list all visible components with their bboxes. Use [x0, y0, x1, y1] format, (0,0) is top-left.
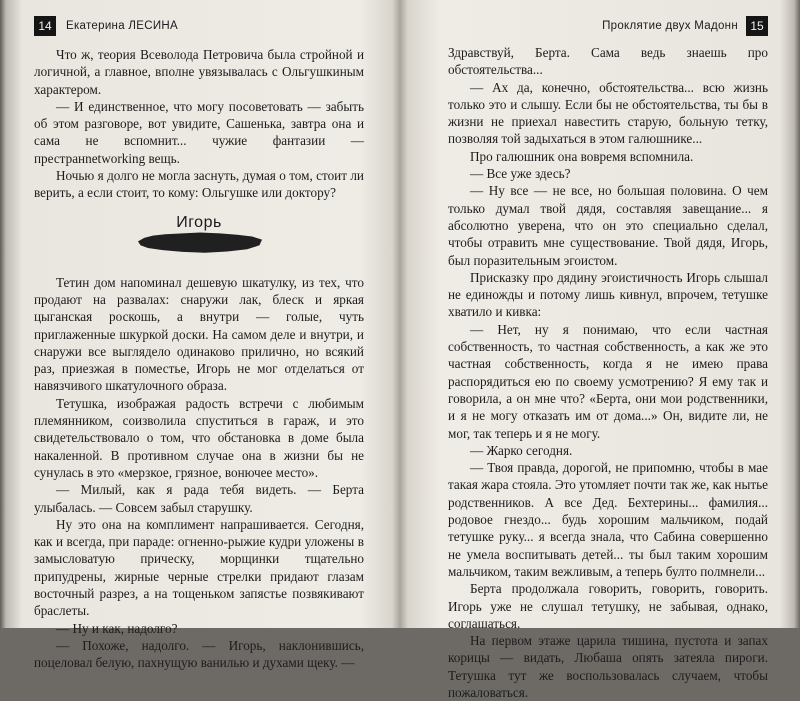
right-page-text — [448, 44, 768, 701]
left-page-text — [34, 46, 364, 672]
paragraph: Ночью я долго не могла заснуть, думая о том, стоит ли верить, а если стоит, то кому: Ольгушке или доктору? — [34, 168, 364, 201]
right-page-header — [430, 14, 768, 38]
running-head-title: Проклятие двух Мадонн — [602, 20, 738, 32]
paragraph-continuation: Здравствуй, Берта. Сама ведь знаешь про обстоятельства... — [448, 45, 768, 78]
paragraph: — Милый, как я рада тебя видеть. — Берта улыбалась. — Совсем забыл старушку. — [34, 482, 364, 515]
right-page — [400, 0, 800, 700]
paragraph: — Ах да, конечно, обстоятельства... всю жизнь только это и слышу. Если бы не обстоятельства, ты бы в жизни не приехал навестить старую, больную тетку, позволяя той задыхаться в этом галюшнике... — [448, 79, 768, 147]
paragraph: Ну это она на комплимент напрашивается. Сегодня, как и всегда, при параде: огненно-рыжие кудри уложены в замысловатую прическу, морщинки тщательно припудрены, жирные черные стрелки придают глазам восточный разрез, а на тощеньком запястье позвякивают браслеты. — [34, 516, 364, 619]
running-head-author: Екатерина ЛЕСИНА — [66, 20, 178, 32]
paragraph: — Твоя правда, дорогой, не припомню, чтобы в мае такая жара стояла. Это утомляет почти так же, как нытье родственников. А все Дед. Бехтерины... фамилия... родовое гнездо... будь хорошим мальчиком, подай тетушке руку... я всегда знала, что Сабина совершенно не умела воспитывать детей... ты был таким хорошим мальчиком, таким вежливым, а теперь бултo полмнели... — [448, 460, 768, 579]
page-number: 14 — [34, 16, 56, 36]
paragraph: — Похоже, надолго. — Игорь, наклонившись, поцеловал белую, пахнущую ванилью и духами щеку. — — [34, 637, 364, 671]
paragraph: Присказку про дядину эгоистичность Игорь слышал не единожды и потому лишь кивнул, впрочем, тетушке хватило и кивка: — [448, 269, 768, 320]
paragraph: — И единственное, что могу посоветовать — забыть об этом разговоре, вот увидите, Сашенька, завтра она и сама не вспомнит... чужие фантазии — престранnetworking вещь. — [34, 98, 364, 166]
paragraph: Тетин дом напоминал дешевую шкатулку, из тех, что продают на развалах: снаружи лак, блеск и яркая цыганская роскошь, а внутри — голые, чуть приглаженные шкуркой доски. На самом деле и внутри, и снаружи все выглядело одинаково прилично, но всякий раз, приезжая в поместье, Игорь не мог отделаться от навязчивого шкатулочного образа. — [34, 274, 364, 394]
paragraph: Тетушка, изображая радость встречи с любимым племянником, соизволила спуститься в гараж, и это свидетельствовало о том, что обстановка в доме была накаленной. В противном случае она в жизни бы не сунулась в это «мерзкое, грязное, вонючее место». — [34, 395, 364, 480]
section-title: Игорь — [176, 213, 222, 231]
page-number: 15 — [746, 16, 768, 36]
section-heading — [34, 210, 364, 268]
left-page — [0, 0, 400, 671]
paragraph: — Все уже здесь? — [470, 166, 571, 182]
left-page-header — [34, 14, 366, 38]
paragraph: На первом этаже царила тишина, пустота и запах корицы — видать, Любаша опять затеяла пироги. Тетушка тут же воспользовалась случаем, чтобы пожаловаться. — [448, 633, 768, 700]
paragraph: — Нет, ну я понимаю, что если частная собственность, то частная собственность, а как же это частная собственность, когда я не имею права распорядиться ею по своему усмотрению? Я ему так и говорила, а он мне что? «Берта, они мои родственники, и я не могу отказать им от дома...» Он, видите ли, не мог, так теперь и я не могу. — [448, 321, 768, 441]
paragraph: — Жарко сегодня. — [470, 442, 573, 458]
brush-stroke-ornament — [138, 232, 262, 254]
paragraph: Про галюшник она вовремя вспомнила. — [470, 148, 694, 164]
paragraph: Что ж, теория Всеволода Петровича была стройной и логичной, а главное, вполне увязывалась с Ольгушкиным характером. — [34, 47, 364, 97]
paragraph: — Ну и как, надолго? — [56, 620, 178, 636]
paragraph: — Ну все — не все, но большая половина. О чем только думал твой дядя, составляя завещание... я абсолютно уверена, что он это специально сделал, чтобы отравить мне существование. Твой дядя, Игорь, был поразительным эгоистом. — [448, 183, 768, 268]
paragraph: Берта продолжала говорить, говорить, говорить. Игорь уже не слушал тетушку, не забывая, однако, соглашаться. — [448, 581, 768, 631]
